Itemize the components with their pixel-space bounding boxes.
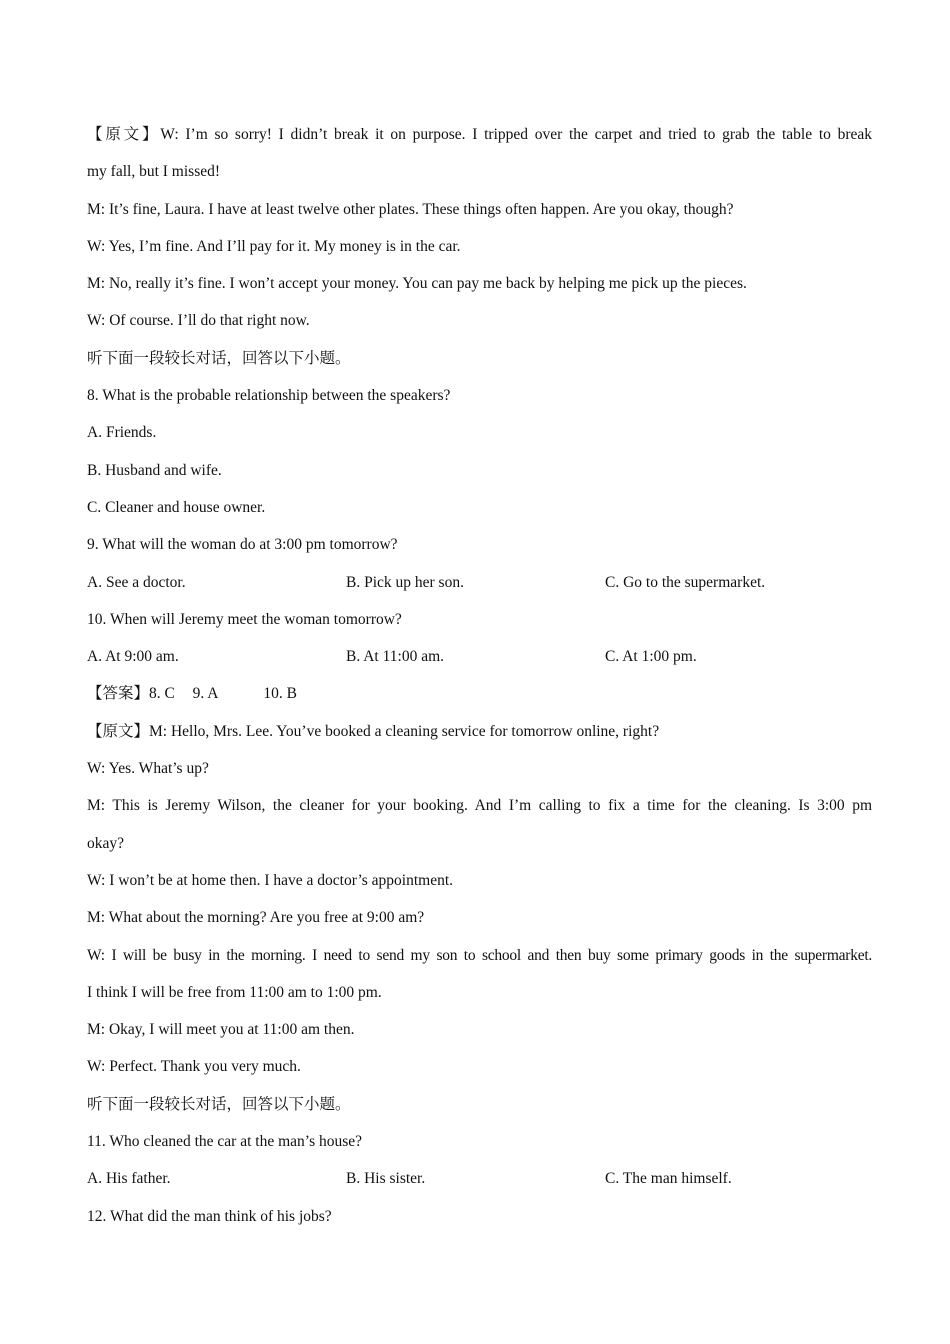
transcript-line: M: This is Jeremy Wilson, the cleaner for your booking. And I’m calling to fix a time for the cleaning. Is 3:00 pm — [87, 797, 872, 815]
question-8-option-c: C. Cleaner and house owner. — [87, 498, 266, 516]
question-11-option-b: B. His sister. — [346, 1170, 426, 1188]
question-8: 8. What is the probable relationship between the speakers? — [87, 387, 451, 405]
question-9-options — [87, 564, 872, 601]
question-10: 10. When will Jeremy meet the woman tomorrow? — [87, 610, 402, 628]
transcript-line: M: What about the morning? Are you free at 9:00 am? — [87, 909, 425, 927]
question-8-option-b: B. Husband and wife. — [87, 461, 222, 479]
transcript-line: 【原文】W: I’m so sorry! I didn’t break it on purpose. I tripped over the carpet and tried to grab the table to break — [87, 126, 872, 143]
question-8-option-a: A. Friends. — [87, 424, 157, 442]
transcript-line: M: No, really it’s fine. I won’t accept your money. You can pay me back by helping me pick up the pieces. — [87, 275, 747, 293]
answer-10: 10. B — [263, 685, 297, 703]
question-12: 12. What did the man think of his jobs? — [87, 1207, 332, 1225]
question-11-options — [87, 1160, 872, 1197]
transcript-line: W: Perfect. Thank you very much. — [87, 1058, 301, 1076]
section-instruction: 听下面一段较长对话，回答以下小题。 — [87, 1095, 351, 1113]
transcript-line: my fall, but I missed! — [87, 163, 221, 181]
question-11-option-c: C. The man himself. — [605, 1170, 732, 1188]
question-10-option-c: C. At 1:00 pm. — [605, 648, 697, 666]
question-10-options — [87, 638, 872, 675]
transcript-line: W: I will be busy in the morning. I need to send my son to school and then buy some primary goods in the supermarket. — [87, 946, 872, 964]
answer-8: 【答案】8. C — [87, 685, 175, 703]
question-9: 9. What will the woman do at 3:00 pm tomorrow? — [87, 536, 398, 554]
transcript-line: W: Yes, I’m fine. And I’ll pay for it. My money is in the car. — [87, 237, 461, 255]
question-9-option-c: C. Go to the supermarket. — [605, 573, 766, 591]
question-11-option-a: A. His father. — [87, 1170, 171, 1188]
question-10-option-b: B. At 11:00 am. — [346, 648, 445, 666]
transcript-line: W: I won’t be at home then. I have a doctor’s appointment. — [87, 871, 454, 889]
answer-line — [87, 675, 872, 712]
section-instruction: 听下面一段较长对话，回答以下小题。 — [87, 349, 351, 367]
transcript-line: M: It’s fine, Laura. I have at least twelve other plates. These things often happen. Are you okay, though? — [87, 200, 734, 218]
question-9-option-b: B. Pick up her son. — [346, 573, 464, 591]
answer-9: 9. A — [192, 685, 219, 703]
question-9-option-a: A. See a doctor. — [87, 573, 186, 591]
question-10-option-a: A. At 9:00 am. — [87, 648, 179, 666]
transcript-line: W: Yes. What’s up? — [87, 760, 209, 778]
document-page — [87, 116, 872, 1235]
transcript-line: M: Okay, I will meet you at 11:00 am then. — [87, 1021, 355, 1039]
transcript-line: okay? — [87, 834, 125, 852]
transcript-line: W: Of course. I’ll do that right now. — [87, 312, 310, 330]
transcript-line: I think I will be free from 11:00 am to 1:00 pm. — [87, 983, 382, 1001]
transcript-line: 【原文】M: Hello, Mrs. Lee. You’ve booked a cleaning service for tomorrow online, right? — [87, 722, 660, 740]
question-11: 11. Who cleaned the car at the man’s house? — [87, 1133, 363, 1151]
